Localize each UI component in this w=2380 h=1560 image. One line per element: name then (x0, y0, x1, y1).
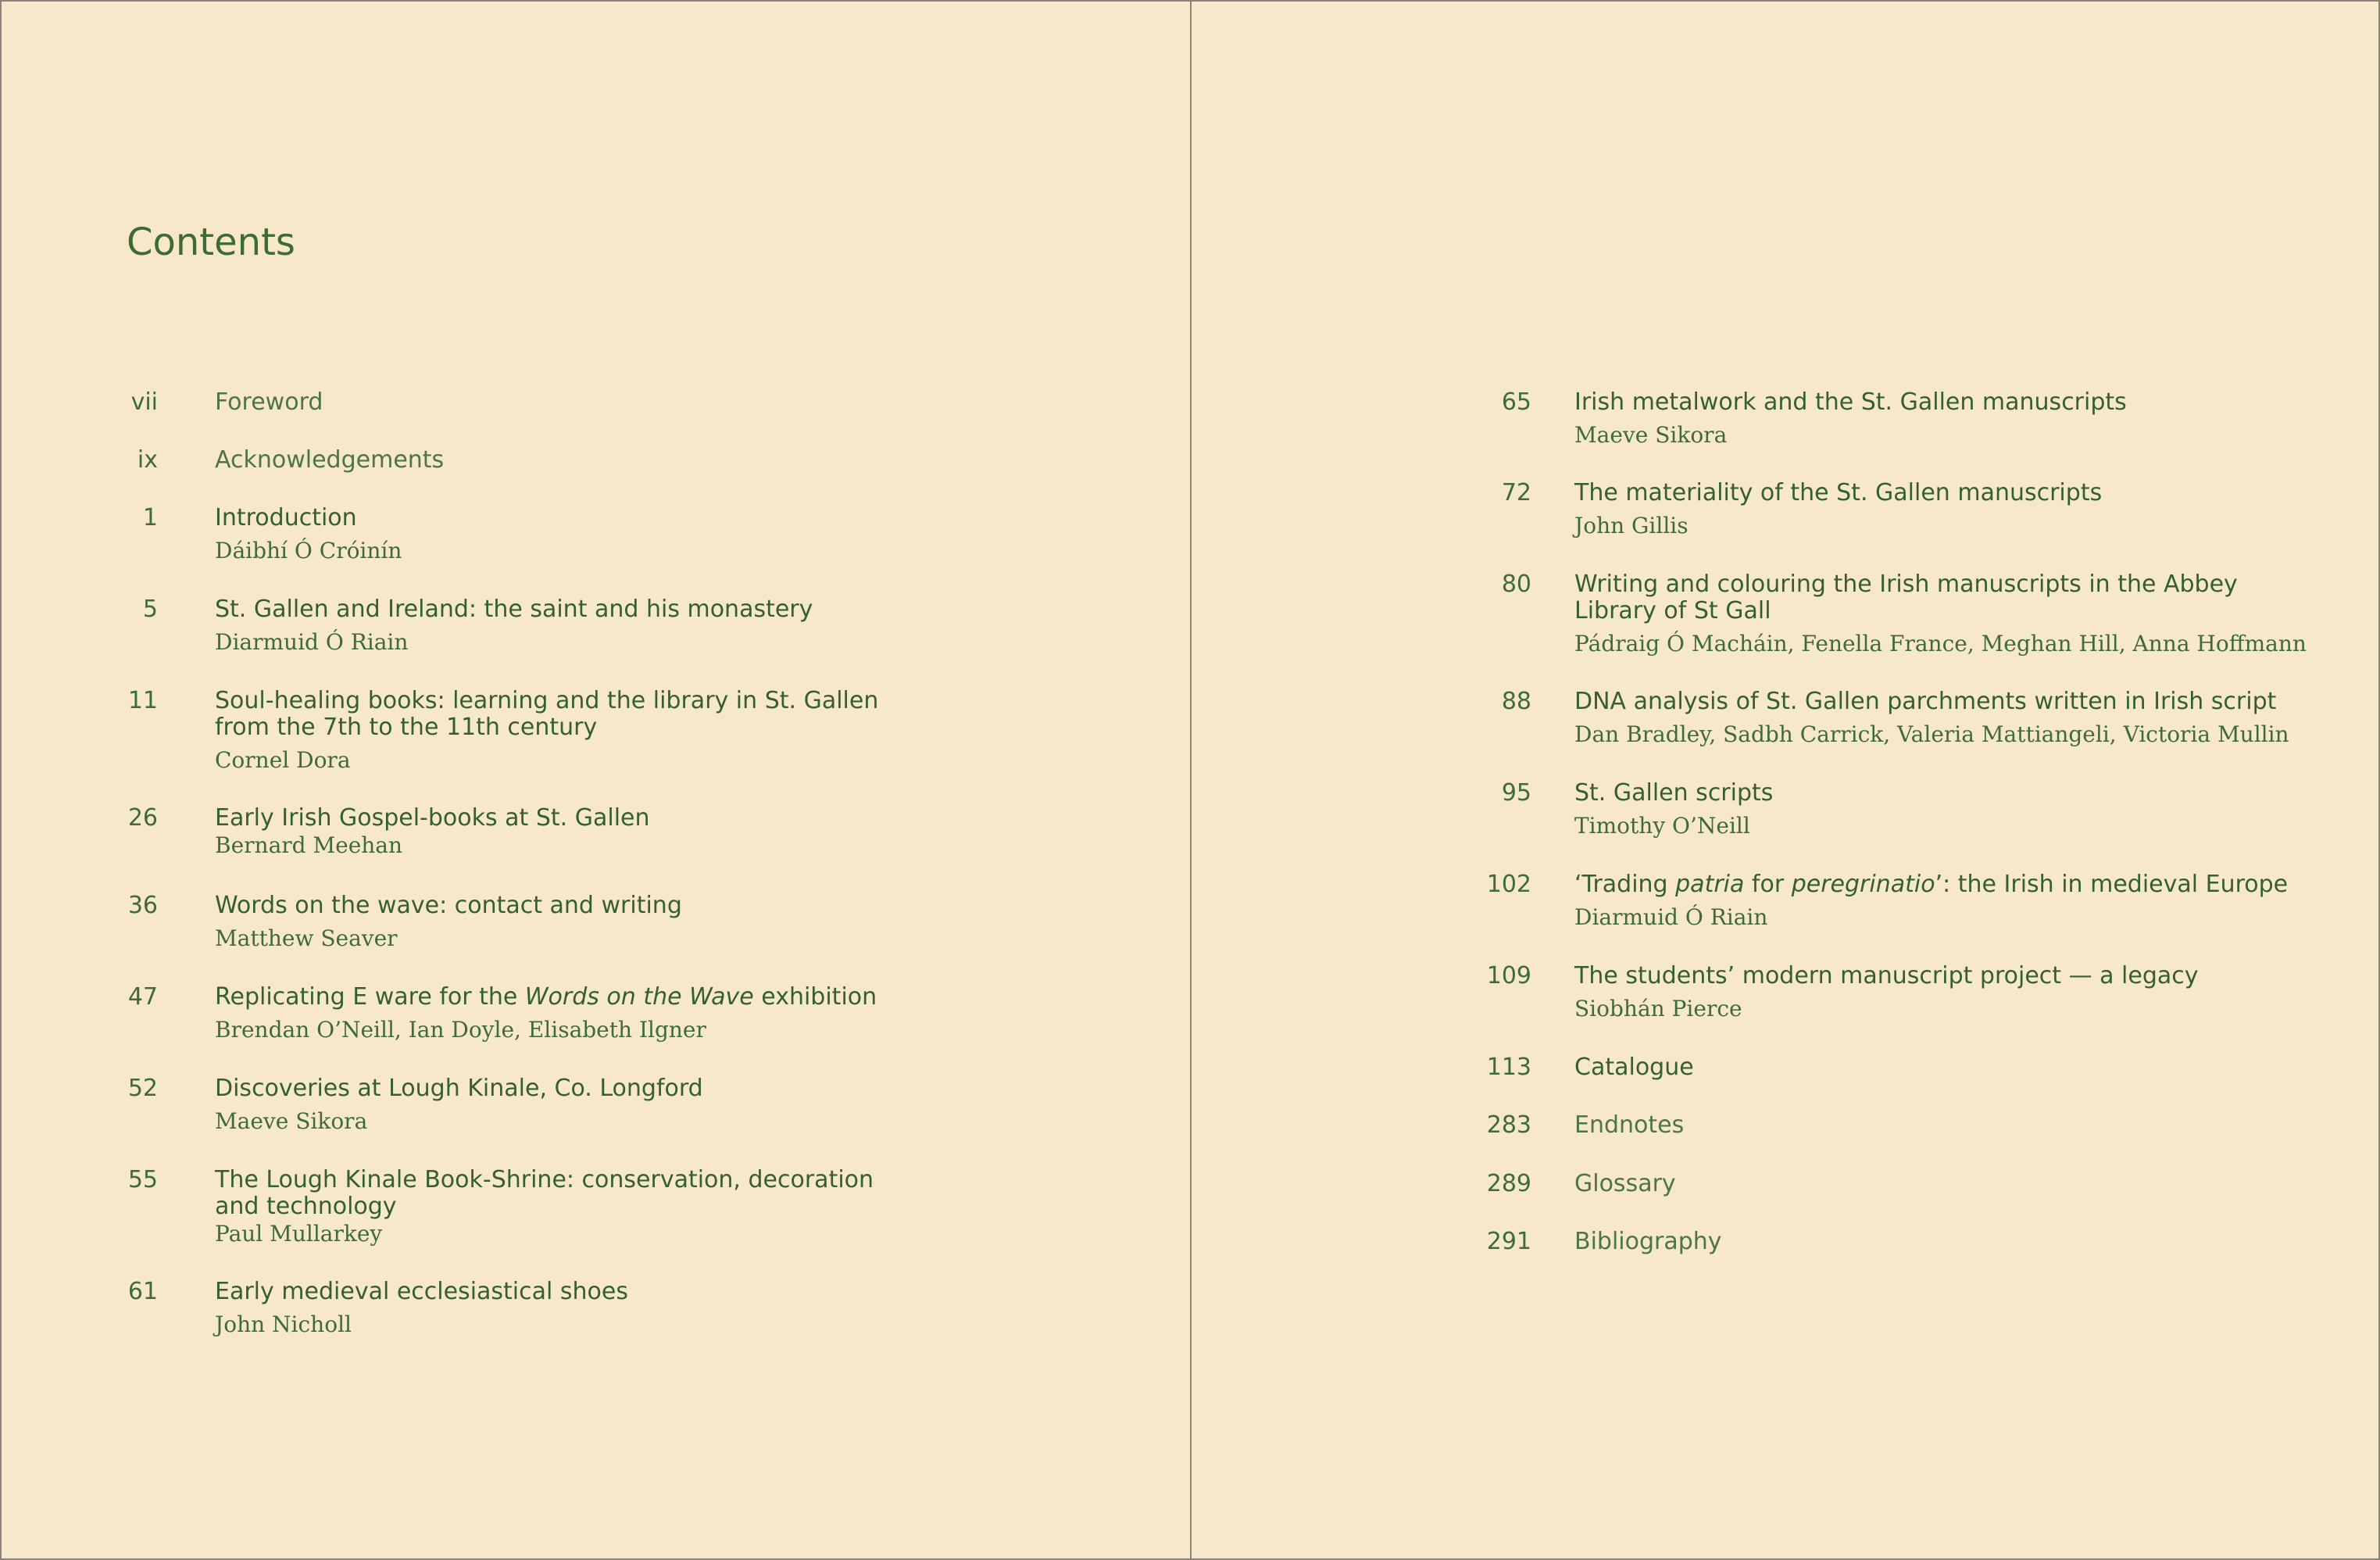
toc-author: Diarmuid Ó Riain (215, 629, 409, 655)
toc-page-number: 109 (1486, 962, 1531, 989)
toc-entry-body (215, 389, 996, 416)
toc-author: Bernard Meehan (215, 832, 403, 858)
toc-entry-body (1574, 1229, 2317, 1255)
toc-title-part: Replicating E ware for the (215, 983, 525, 1011)
toc-title-part: for (1744, 871, 1792, 898)
toc-author: Dan Bradley, Sadbh Carrick, Valeria Mattiangeli, Victoria Mullin (1574, 721, 2289, 747)
toc-title-line-1: Soul-healing books: learning and the library in St. Gallen (215, 687, 879, 714)
toc-title: Early medieval ecclesiastical shoes (215, 1278, 628, 1305)
toc-author: Matthew Seaver (215, 925, 398, 951)
toc-title-italic: peregrinatio (1791, 871, 1935, 898)
toc-page-number: 55 (127, 1166, 158, 1193)
toc-title: Discoveries at Lough Kinale, Co. Longford (215, 1075, 703, 1102)
toc-entry-body (1574, 963, 2317, 1022)
toc-page-number: 5 (142, 596, 158, 623)
toc-entry-body (215, 1279, 996, 1337)
toc-author: Dáibhí Ó Cróinín (215, 538, 402, 564)
toc-page-number: ix (137, 446, 158, 474)
toc-title-italic: patria (1675, 871, 1745, 898)
toc-author: Siobhán Pierce (1574, 996, 1742, 1022)
toc-title: Early Irish Gospel-books at St. Gallen (215, 804, 650, 832)
toc-entry-body (215, 984, 996, 1043)
toc-title (1574, 871, 2317, 898)
toc-page-number: 47 (127, 983, 158, 1011)
toc-entry-body (215, 596, 996, 655)
toc-entry-body (1574, 389, 2317, 448)
toc-page-number: 283 (1486, 1111, 1531, 1139)
toc-entry-body (1574, 1171, 2317, 1197)
toc-title-line-2: and technology (215, 1193, 397, 1220)
toc-title: DNA analysis of St. Gallen parchments written in Irish script (1574, 688, 2277, 715)
toc-author: Cornel Dora (215, 747, 351, 773)
toc-title: Bibliography (1574, 1228, 1722, 1255)
toc-page-number: 102 (1486, 871, 1531, 898)
toc-author: Diarmuid Ó Riain (1574, 904, 1768, 930)
toc-page-number: 52 (127, 1075, 158, 1102)
toc-title: Acknowledgements (215, 446, 445, 474)
toc-entry-body (1574, 871, 2317, 930)
toc-entry-body (215, 893, 996, 951)
left-page (2, 2, 1192, 1558)
toc-page-number: 11 (127, 687, 158, 714)
toc-entry-body (215, 447, 996, 474)
toc-page-number: 1 (142, 504, 158, 531)
toc-title: Endnotes (1574, 1111, 1685, 1139)
toc-entry-body (215, 505, 996, 564)
toc-entry-body (1574, 689, 2317, 747)
toc-entry-body (215, 1075, 996, 1134)
right-page (1192, 2, 2380, 1558)
toc-title: Foreword (215, 388, 323, 416)
toc-title-part: exhibition (753, 983, 877, 1011)
toc-entry-body (1574, 1054, 2317, 1081)
toc-author: Maeve Sikora (1574, 422, 1728, 448)
toc-title-part: ’: the Irish in medieval Europe (1935, 871, 2289, 898)
toc-author: Timothy O’Neill (1574, 813, 1750, 839)
toc-title: Glossary (1574, 1170, 1676, 1197)
toc-title: St. Gallen and Ireland: the saint and his monastery (215, 596, 813, 623)
toc-page-number: 289 (1486, 1170, 1531, 1197)
toc-page-number: 65 (1501, 388, 1531, 416)
page-title: Contents (127, 220, 295, 264)
toc-title-line-2: from the 7th to the 11th century (215, 714, 598, 741)
toc-title-italic: Words on the Wave (524, 983, 754, 1011)
toc-entry-body (1574, 1112, 2317, 1139)
toc-page-number: 113 (1486, 1054, 1531, 1081)
toc-entry-body (215, 805, 996, 858)
toc-page-number: 72 (1501, 479, 1531, 506)
toc-page-number: 61 (127, 1278, 158, 1305)
toc-title: Irish metalwork and the St. Gallen manuscripts (1574, 388, 2127, 416)
toc-title: Catalogue (1574, 1054, 1694, 1081)
toc-entry-body (1574, 780, 2317, 839)
toc-entry-body (1574, 480, 2317, 538)
toc-title-line-1: The Lough Kinale Book-Shrine: conservation, decoration (215, 1166, 874, 1193)
toc-page-number: vii (130, 388, 158, 416)
toc-title: The students’ modern manuscript project — a legacy (1574, 962, 2199, 989)
toc-title: St. Gallen scripts (1574, 779, 1774, 807)
toc-page-number: 26 (127, 804, 158, 832)
toc-page-number: 80 (1501, 571, 1531, 598)
toc-title: Words on the wave: contact and writing (215, 892, 682, 919)
toc-entry-body (215, 688, 996, 773)
toc-title (215, 984, 996, 1011)
toc-author: Brendan O’Neill, Ian Doyle, Elisabeth Ilgner (215, 1017, 706, 1043)
toc-entry-body (1574, 571, 2317, 657)
toc-author: Maeve Sikora (215, 1108, 368, 1134)
toc-page-number: 88 (1501, 688, 1531, 715)
toc-author: Paul Mullarkey (215, 1221, 383, 1247)
toc-page-number: 95 (1501, 779, 1531, 807)
toc-title: Introduction (215, 504, 357, 531)
toc-author: John Nicholl (215, 1311, 352, 1337)
toc-title: The materiality of the St. Gallen manuscripts (1574, 479, 2103, 506)
toc-page-number: 36 (127, 892, 158, 919)
toc-page-number: 291 (1486, 1228, 1531, 1255)
toc-author: Pádraig Ó Macháin, Fenella France, Meghan Hill, Anna Hoffmann (1574, 631, 2307, 657)
toc-entry-body (215, 1167, 996, 1247)
toc-author: John Gillis (1574, 513, 1689, 538)
toc-title-line-1: Writing and colouring the Irish manuscripts in the Abbey (1574, 571, 2238, 598)
toc-title-line-2: Library of St Gall (1574, 597, 1771, 624)
toc-title-part: ‘Trading (1574, 871, 1676, 898)
